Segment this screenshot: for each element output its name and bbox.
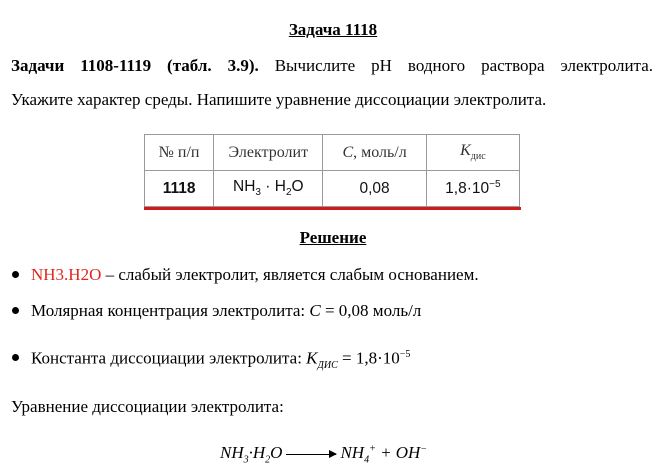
k-symbol: K	[460, 142, 471, 160]
k-sub: дис	[470, 151, 486, 163]
conc-value: = 0,08 моль/л	[320, 301, 422, 320]
electrolyte-o: O	[291, 178, 304, 196]
header-number: № п/п	[145, 135, 214, 171]
cell-number: 1118	[145, 171, 214, 207]
eq-plus-oh: + OH	[375, 443, 421, 462]
problem-prefix: Задачи 1108-1119 (табл. 3.9).	[11, 56, 259, 75]
table-underline	[144, 207, 521, 210]
page-title: Задача 1118	[288, 20, 378, 39]
dissociation-equation	[220, 443, 427, 465]
bullet-text-3: Константа диссоциации электролита:	[31, 348, 307, 368]
eq-right1-sup: +	[369, 443, 376, 455]
k-exp-2: −5	[399, 349, 411, 360]
bullet-weak-electrolyte	[12, 264, 479, 286]
problem-text-1: Вычислите pH водного раствора электролита.	[258, 56, 653, 75]
bullet-dissociation-constant	[12, 344, 410, 377]
bullet-icon	[12, 307, 19, 314]
k-sub-2: ДИС	[317, 360, 338, 372]
problem-line-2: Укажите характер среды. Напишите уравнение диссоциации электролита.	[11, 90, 547, 109]
eq-right1: NH	[340, 443, 365, 462]
k-value: = 1,8·10	[337, 348, 400, 368]
electrolyte-dot-h: · H	[260, 178, 286, 196]
eq-left-sub2: 2	[265, 454, 271, 465]
electrolyte-sub-3: 3	[255, 187, 261, 199]
k-exponent: −5	[489, 178, 501, 190]
table-header-row	[145, 135, 520, 171]
bullet-icon	[12, 271, 19, 278]
k-symbol-2: K	[306, 348, 318, 368]
conc-unit: , моль/л	[353, 143, 407, 161]
eq-right2-sup: −	[420, 443, 428, 455]
electrolyte-sub-2: 2	[285, 187, 292, 199]
conc-symbol: C	[342, 143, 354, 161]
bullet-text-1: – слабый электролит, является слабым основанием.	[101, 265, 479, 284]
formula-text: NH3.H2O	[31, 265, 102, 284]
problem-line-1	[11, 54, 653, 78]
eq-left-sub: 3	[243, 454, 249, 465]
bullet-text-2: Молярная концентрация электролита:	[31, 301, 310, 320]
eq-left: NH	[220, 443, 244, 462]
table-row	[145, 171, 520, 207]
bullet-concentration	[12, 300, 421, 322]
eq-right1-sub: 4	[364, 454, 370, 465]
solution-heading: Решение	[299, 228, 367, 247]
header-concentration	[323, 135, 426, 171]
cell-concentration: 0,08	[323, 171, 426, 207]
electrolyte-nh: NH	[233, 178, 256, 196]
conc-symbol-2: C	[309, 301, 321, 320]
eq-left-end: O	[270, 443, 283, 462]
reaction-arrow-icon	[286, 454, 336, 455]
data-table	[144, 134, 520, 207]
header-electrolyte: Электролит	[214, 135, 323, 171]
equation-intro: Уравнение диссоциации электролита:	[11, 397, 284, 416]
eq-left-mid: ·H	[248, 443, 266, 462]
cell-electrolyte	[214, 171, 323, 207]
header-k	[426, 135, 519, 171]
cell-k	[426, 171, 519, 207]
bullet-icon	[12, 354, 19, 361]
k-mantissa: 1,8·10	[445, 180, 490, 198]
